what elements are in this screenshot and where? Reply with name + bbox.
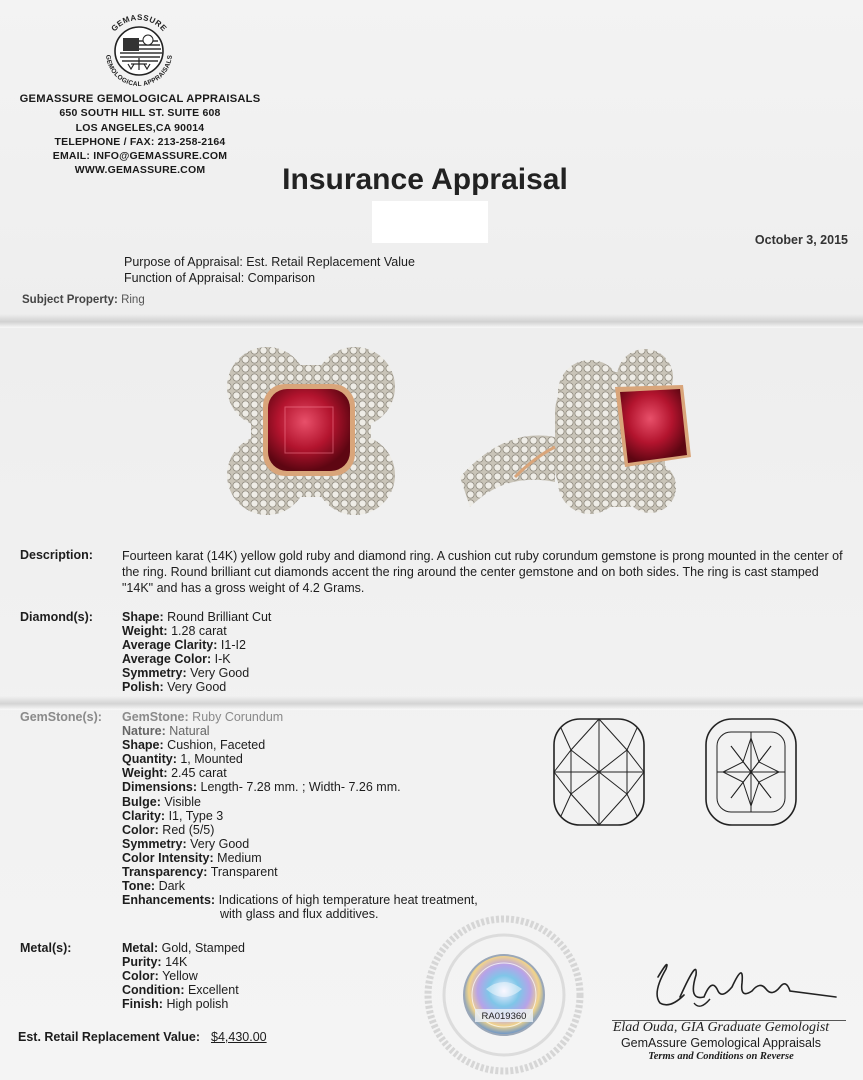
detail-row: Symmetry: Very Good [122, 836, 250, 851]
redacted-report-number [372, 201, 488, 243]
detail-row: Enhancements: Indications of high temperature heat treatment, [122, 893, 478, 908]
detail-row: Average Color: I-K [122, 652, 231, 667]
detail-row: Color Intensity: Medium [122, 850, 262, 865]
detail-row: Dimensions: Length- 7.28 mm. ; Width- 7.26 mm. [122, 780, 401, 795]
subject-property-value: Ring [121, 294, 145, 306]
email: EMAIL: INFO@GEMASSURE.COM [52, 150, 228, 163]
ring-front-view [227, 347, 395, 515]
appraisal-date: October 3, 2015 [754, 233, 848, 247]
cushion-pavilion-diagram [551, 716, 647, 828]
purpose-block [124, 254, 415, 286]
gemassure-logo [96, 8, 182, 94]
ring-photo [205, 337, 695, 537]
detail-row: Shape: Round Brilliant Cut [122, 610, 272, 624]
detail-row: Polish: Very Good [122, 680, 227, 695]
phone: TELEPHONE / FAX: 213-258-2164 [54, 135, 226, 148]
website: WWW.GEMASSURE.COM [74, 164, 206, 177]
detail-row: Transparency: Transparent [122, 865, 278, 880]
detail-row: Bulge: Visible [122, 794, 201, 809]
detail-row: Clarity: I1, Type 3 [122, 808, 224, 823]
detail-row: Tone: Dark [122, 879, 185, 894]
paper-fold [0, 314, 863, 328]
signatory-block [592, 1021, 850, 1065]
embossed-seal [418, 915, 590, 1075]
description-text: Fourteen karat (14K) yellow gold ruby and diamond ring. A cushion cut ruby corundum gemstone is prong mounted in the center of the ring. Round brilliant cut diamonds accent the ring around the center gemstone and on both sides. The ring is cast stamped "14K" and has a gross weight of 4.2 Grams. [122, 549, 843, 595]
subject-property [22, 294, 145, 306]
detail-row: Metal: Gold, Stamped [122, 941, 245, 955]
detail-row: Color: Yellow [122, 969, 198, 984]
detail-row: Quantity: 1, Mounted [122, 752, 243, 767]
detail-row: Condition: Excellent [122, 983, 239, 998]
gemologist-company: GemAssure Gemological Appraisals [620, 1035, 822, 1050]
description-label: Description: [20, 548, 93, 562]
document-title: Insurance Appraisal [282, 163, 568, 196]
svg-text:GEMOLOGICAL APPRAISALS: GEMOLOGICAL APPRAISALS [103, 54, 174, 89]
valuation-amount: $4,430.00 [211, 1030, 267, 1044]
valuation-label: Est. Retail Replacement Value: [18, 1030, 201, 1044]
svg-text:GEMASSURE: GEMASSURE [109, 12, 169, 34]
detail-row: Purity: 14K [122, 955, 188, 970]
detail-row: Weight: 1.28 carat [122, 624, 227, 639]
handwritten-signature [640, 947, 840, 1017]
detail-row: Symmetry: Very Good [122, 666, 250, 681]
function-of-appraisal: Function of Appraisal: Comparison [124, 271, 316, 285]
cushion-crown-diagram [703, 716, 799, 828]
gemstone-details [122, 710, 478, 921]
diamonds-label: Diamond(s): [20, 610, 93, 624]
enhancements-continued: with glass and flux additives. [220, 907, 379, 922]
metal-label: Metal(s): [20, 941, 72, 955]
detail-row: Average Clarity: I1-I2 [122, 638, 246, 653]
address-line-2: LOS ANGELES,CA 90014 [75, 121, 205, 134]
diamonds-details [122, 610, 271, 695]
ring-side-view [460, 349, 691, 514]
hologram-serial: RA019360 [481, 1011, 527, 1022]
subject-property-label: Subject Property: [22, 294, 118, 306]
detail-row: Weight: 2.45 carat [122, 766, 227, 781]
detail-row: GemStone: Ruby Corundum [122, 710, 284, 724]
paper-fold [0, 696, 863, 710]
purpose-of-appraisal: Purpose of Appraisal: Est. Retail Replacement Value [124, 255, 415, 269]
company-name: GEMASSURE GEMOLOGICAL APPRAISALS [19, 93, 261, 105]
metal-details [122, 941, 245, 1011]
address-line-1: 650 SOUTH HILL ST. SUITE 608 [59, 107, 221, 120]
gemologist-name: Elad Ouda, GIA Graduate Gemologist [612, 1020, 830, 1035]
detail-row: Nature: Natural [122, 724, 210, 739]
gemstone-label: GemStone(s): [20, 710, 102, 724]
detail-row: Color: Red (5/5) [122, 822, 215, 837]
detail-row: Shape: Cushion, Faceted [122, 738, 266, 753]
terms-note: Terms and Conditions on Reverse [648, 1051, 794, 1062]
detail-row: Finish: High polish [122, 997, 229, 1012]
